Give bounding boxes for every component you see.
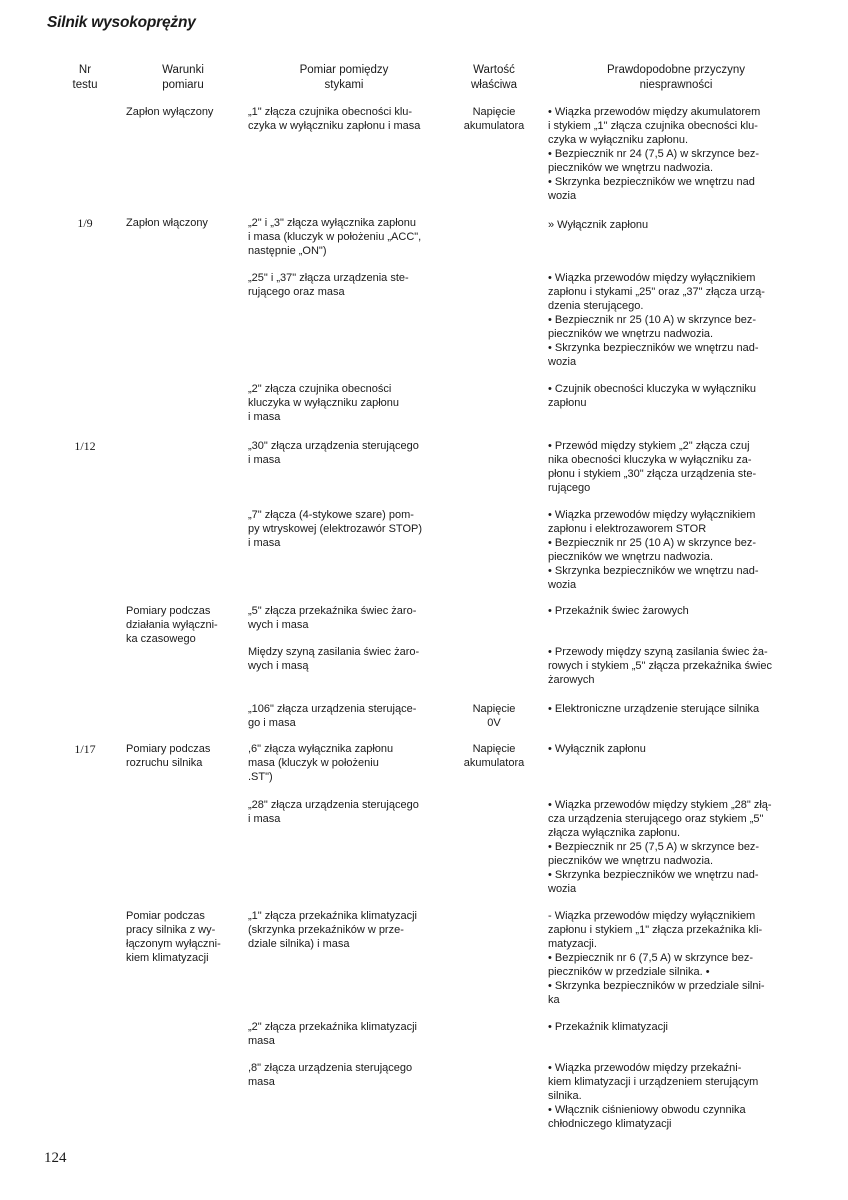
row-pomiar: „1" złącza przekaźnika klimatyzacji (skrzynka przekaźników w prze- dziale silnika) i masa: [248, 910, 417, 950]
row-przyczyny: • Przewód między stykiem „2" złącza czuj nika obecności kluczyka w wyłączniku za- płonu i stykiem „30" złącza urządzenia ste- rującego: [548, 440, 757, 494]
row-przyczyny: • Czujnik obecności kluczyka w wyłączniku zapłonu: [548, 383, 757, 409]
row-przyczyny: • Elektroniczne urządzenie sterujące silnika: [548, 703, 760, 715]
header-wartosc-wlasciwa: Wartość właściwa: [470, 64, 517, 91]
row-warunki: Zapłon wyłączony: [126, 106, 214, 118]
row-warunki: Zapłon włączony: [126, 217, 208, 229]
row-nr: 1/12: [74, 439, 96, 453]
row-przyczyny: • Wiązka przewodów między wyłącznikiem zapłonu i stykami „25" oraz „37" złącza urzą- dzenia sterującego. • Bezpiecznik nr 25 (10 A) w skrzynce bez- pieczników we wnętrzu nadwozia. • Skrzynka bezpieczników we wnętrzu nad- wozia: [548, 272, 765, 368]
row-pomiar: „25" i „37" złącza urządzenia ste- rującego oraz masa: [248, 272, 409, 298]
row-przyczyny: • Przewody między szyną zasilania świec ża- rowych i stykiem „5" złącza przekaźnika świec żarowych: [548, 646, 772, 686]
page-number: 124: [44, 1150, 67, 1166]
row-pomiar: „2" złącza przekaźnika klimatyzacji masa: [248, 1021, 417, 1047]
row-pomiar: „30" złącza urządzenia sterującego i masa: [248, 440, 419, 466]
row-przyczyny: • Przekaźnik świec żarowych: [548, 605, 689, 617]
row-pomiar: „2" i „3" złącza wyłącznika zapłonu i masa (kluczyk w położeniu „ACC", następnie „ON"): [248, 217, 422, 257]
header-pomiar-pomiedzy-stykami: Pomiar pomiędzy stykami: [299, 64, 389, 91]
header-nr-testu: Nr testu: [72, 64, 98, 91]
row-przyczyny: • Wiązka przewodów między wyłącznikiem zapłonu i elektrozaworem STOR • Bezpiecznik nr 25 (10 A) w skrzynce bez- pieczników we wnętrzu nadwozia. • Skrzynka bezpieczników we wnętrzu nad- wozia: [548, 509, 759, 591]
row-pomiar: „5" złącza przekaźnika świec żaro- wych i masa: [248, 605, 417, 631]
row-nr: 1/9: [77, 216, 93, 230]
header-prawdopodobne-przyczyny: Prawdopodobne przyczyny niesprawności: [606, 64, 746, 91]
row-warunki: Pomiary podczas rozruchu silnika: [126, 743, 211, 769]
row-przyczyny: • Wiązka przewodów między przekaźni- kiem klimatyzacji i urządzeniem sterującym silnika. • Włącznik ciśnieniowy obwodu czynnika chłodniczego klimatyzacji: [548, 1062, 759, 1130]
row-przyczyny: • Wiązka przewodów między akumulatorem i stykiem „1" złącza czujnika obecności klu- czyka w wyłączniku zapłonu. • Bezpiecznik nr 24 (7,5 A) w skrzynce bez- pieczników we wnętrzu nadwozia. • Skrzynka bezpieczników we wnętrzu nad wozia: [548, 106, 761, 202]
row-wartosc: Napięcie akumulatora: [463, 106, 525, 132]
row-nr: 1/17: [74, 742, 96, 756]
row-wartosc: Napięcie akumulatora: [463, 743, 525, 769]
row-przyczyny: • Wyłącznik zapłonu: [548, 743, 646, 755]
row-przyczyny: » Wyłącznik zapłonu: [548, 219, 649, 231]
row-wartosc: Napięcie 0V: [472, 703, 516, 729]
row-przyczyny: • Wiązka przewodów między stykiem „28" złą- cza urządzenia sterującego oraz stykiem „5" złącza wyłącznika zapłonu. • Bezpiecznik nr 25 (7,5 A) w skrzynce bez- pieczników we wnętrzu nadwozia. • Skrzynka bezpieczników we wnętrzu nad- wozia: [548, 799, 772, 895]
row-pomiar: ,8" złącza urządzenia sterującego masa: [248, 1062, 413, 1088]
row-pomiar: ,6" złącza wyłącznika zapłonu masa (kluczyk w położeniu .ST"): [248, 743, 394, 783]
row-warunki: Pomiary podczas działania wyłączni- ka czasowego: [126, 605, 218, 645]
row-przyczyny: • Przekaźnik klimatyzacji: [548, 1021, 668, 1033]
header-warunki-pomiaru: Warunki pomiaru: [162, 64, 204, 91]
row-przyczyny: - Wiązka przewodów między wyłącznikiem zapłonu i stykiem „1" złącza przekaźnika kli- matyzacji. • Bezpiecznik nr 6 (7,5 A) w skrzynce bez- pieczników w przedziale silnika. • • Skrzynka bezpieczników w przedziale silni- ka: [548, 910, 765, 1006]
row-pomiar: „106" złącza urządzenia sterujące- go i masa: [248, 703, 417, 729]
row-warunki: Pomiar podczas pracy silnika z wy- łączonym wyłączni- kiem klimatyzacji: [126, 910, 221, 964]
row-pomiar: „1" złącza czujnika obecności klu- czyka w wyłączniku zapłonu i masa: [248, 106, 421, 132]
page-title: Silnik wysokoprężny: [47, 14, 196, 31]
row-pomiar: „7" złącza (4-stykowe szare) pom- py wtryskowej (elektrozawór STOP) i masa: [248, 509, 423, 549]
row-pomiar: „28" złącza urządzenia sterującego i masa: [248, 799, 419, 825]
row-pomiar: Między szyną zasilania świec żaro- wych i masą: [248, 646, 420, 672]
row-pomiar: „2" złącza czujnika obecności kluczyka w wyłączniku zapłonu i masa: [248, 383, 400, 423]
